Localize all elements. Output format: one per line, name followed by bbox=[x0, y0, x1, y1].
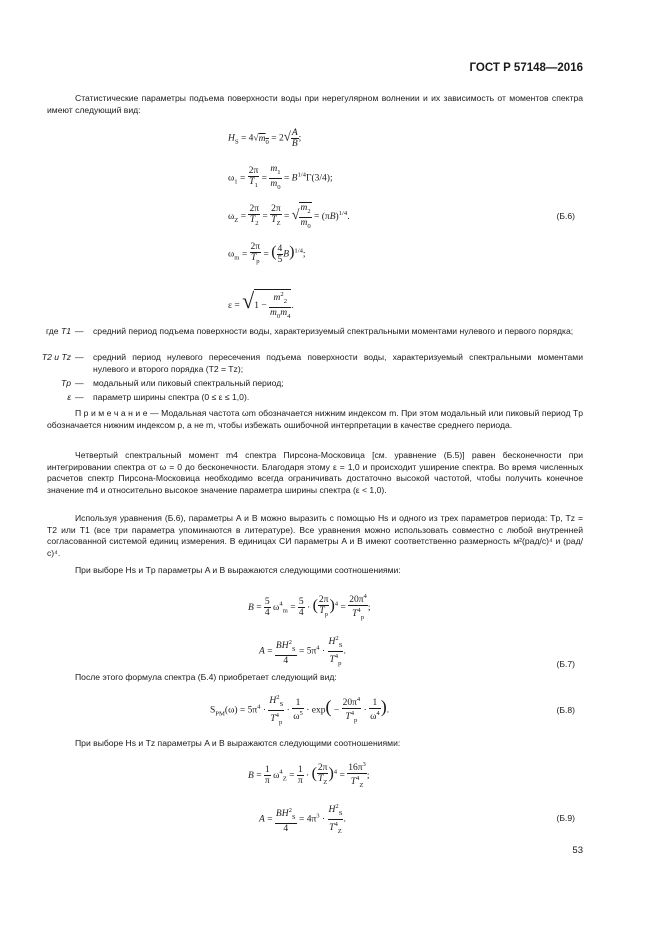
formula-omegam: $\omega_m$ = $\frac{2\pi}{T_p}$ = ( $\frac{4}{5}$ B)$^{1/4}$; bbox=[228, 242, 306, 265]
equation-number-b9: (Б.9) bbox=[556, 813, 575, 823]
formula-a-tp: A = $\frac{BH^2_S}{4}$ = $5\pi^4$ · $\frac{H^2_S}{T^4_p}$ . bbox=[259, 635, 346, 668]
definition-symbol: ε bbox=[67, 392, 71, 402]
after-paragraph: После этого формула спектра (Б.4) приобретает следующий вид: bbox=[75, 672, 337, 682]
choice-tz-paragraph: При выборе Hs и Tz параметры A и B выражаются следующими соотношениями: bbox=[75, 738, 401, 748]
formula-a-tz: A = $\frac{BH^2_S}{4}$ = $4\pi^3$ · $\frac{H^2_S}{T^4_Z}$ . bbox=[259, 803, 346, 836]
note-paragraph bbox=[47, 408, 583, 431]
definition-symbol: T1 bbox=[60, 326, 71, 336]
definition-text: средний период нулевого пересечения подъема поверхности воды, характеризуемый спектральными моментами нулевого и второго порядка (T2 = Tz); bbox=[93, 352, 583, 374]
definition-symbol: Tp bbox=[60, 378, 71, 388]
fourth-moment-paragraph: Четвертый спектральный момент m4 спектра Пирсона-Московица [см. уравнение (Б.5)] равен бесконечности при интегрировании спектра от ω = 0 до бесконечности. Благодаря этому ε = 1,0 и происходит уширение спектра. Во время численных расчетов спектр Пирсона-Московица необходимо всегда ограничивать достаточно высокой частотой, чтобы получить конечное значение m4 и относительно высокое значение параметра ширины спектра (ε < 1,0). bbox=[47, 450, 583, 495]
formula-epsilon: ε = √1 − $\frac{m^2_2}{m_0m_4}$ . bbox=[228, 288, 294, 320]
where-word: где bbox=[46, 326, 59, 336]
choice-tp-paragraph: При выборе Hs и Tp параметры A и B выражаются следующими соотношениями: bbox=[75, 565, 401, 575]
definition-row: ε — параметр ширины спектра (0 ≤ ε ≤ 1,0). bbox=[30, 392, 583, 404]
formula-spm: $S_{PM}(\omega) = 5\pi^4$ · $\frac{H^2_S}{T^4_p}$ · $\frac{1}{\omega^5}$ · exp( − $\frac{20\pi^4}{T^4_p}$ · $\frac{1}{\omega^4}$ ). bbox=[210, 694, 390, 727]
equation-number-b6: (Б.6) bbox=[556, 211, 575, 221]
note-text: — Модальная частота ωm обозначается нижним индексом m. При этом модальный или пиковый период Tp обозначается нижним индексом p, а не m, чтобы избежать ошибочной интерпретации в качестве среднего периода. bbox=[47, 408, 583, 430]
definition-text: модальный или пиковый спектральный период; bbox=[93, 378, 284, 388]
definition-row: T2 и Tz — средний период нулевого пересечения подъема поверхности воды, характеризуемый спектральными моментами нулевого и второго порядка (T2 = Tz); bbox=[41, 352, 583, 374]
page-number: 53 bbox=[572, 845, 583, 856]
definition-text: средний период подъема поверхности воды, характеризуемый спектральными моментами нулевого и первого порядка; bbox=[93, 326, 574, 336]
formula-b-tz: B = $\frac{1}{\pi}$ $\omega^4_Z$ = $\frac{1}{\pi}$ · ( $\frac{2\pi}{T_Z}$ )$^4$ = $\frac{16\pi^3}{T^4_Z}$ ; bbox=[248, 761, 370, 790]
standard-code: ГОСТ Р 57148—2016 bbox=[469, 62, 583, 74]
formula-omega1: $\omega_1$ = $\frac{2\pi}{T_1}$ = $\frac{m_1}{m_0}$ = $B^{1/4}\Gamma(3/4)$; bbox=[228, 164, 333, 191]
definition-row: где T1 — средний период подъема поверхности воды, характеризуемый спектральными моментами нулевого и первого порядка; bbox=[30, 326, 583, 350]
definition-text: параметр ширины спектра (0 ≤ ε ≤ 1,0). bbox=[93, 392, 250, 402]
equation-number-b8: (Б.8) bbox=[556, 705, 575, 715]
note-label: П р и м е ч а н и е bbox=[75, 408, 148, 418]
formula-omegaz: $\omega_Z$ = $\frac{2\pi}{T_2}$ = $\frac{2\pi}{T_Z}$ = √ $\frac{m_2}{m_0}$ = $(\pi B)^{1/4}$. bbox=[228, 203, 350, 230]
formula-b-tp: B = $\frac{5}{4}$ $\omega^4_m$ = $\frac{5}{4}$ · ( $\frac{2\pi}{T_p}$ )$^4$ = $\frac{20\pi^4}{T^4_p}$ ; bbox=[248, 593, 371, 622]
definition-symbol: T2 и Tz bbox=[41, 352, 71, 362]
definition-row: Tp — модальный или пиковый спектральный период; bbox=[30, 378, 583, 390]
formula-hs: $H_S = 4√m_0 = 2√$ $\frac{A}{B}$ ; bbox=[228, 128, 302, 149]
equation-number-b7: (Б.7) bbox=[556, 659, 575, 669]
using-equations-paragraph: Используя уравнения (Б.6), параметры A и B можно выразить с помощью Hs и одного из трех параметров периода: Tp, Tz = T2 или T1 (все три параметра упоминаются в литературе). Все уравнения можно использовать совместно с любой внутренней согласованной системой единиц измерения. В единицах СИ параметры A и B имеют соответственно размерность м²(рад/с)⁴ и (рад/с)⁴. bbox=[47, 513, 583, 558]
intro-paragraph: Статистические параметры подъема поверхности воды при нерегулярном волнении и их зависимость от моментов спектра имеют следующий вид: bbox=[47, 93, 583, 115]
